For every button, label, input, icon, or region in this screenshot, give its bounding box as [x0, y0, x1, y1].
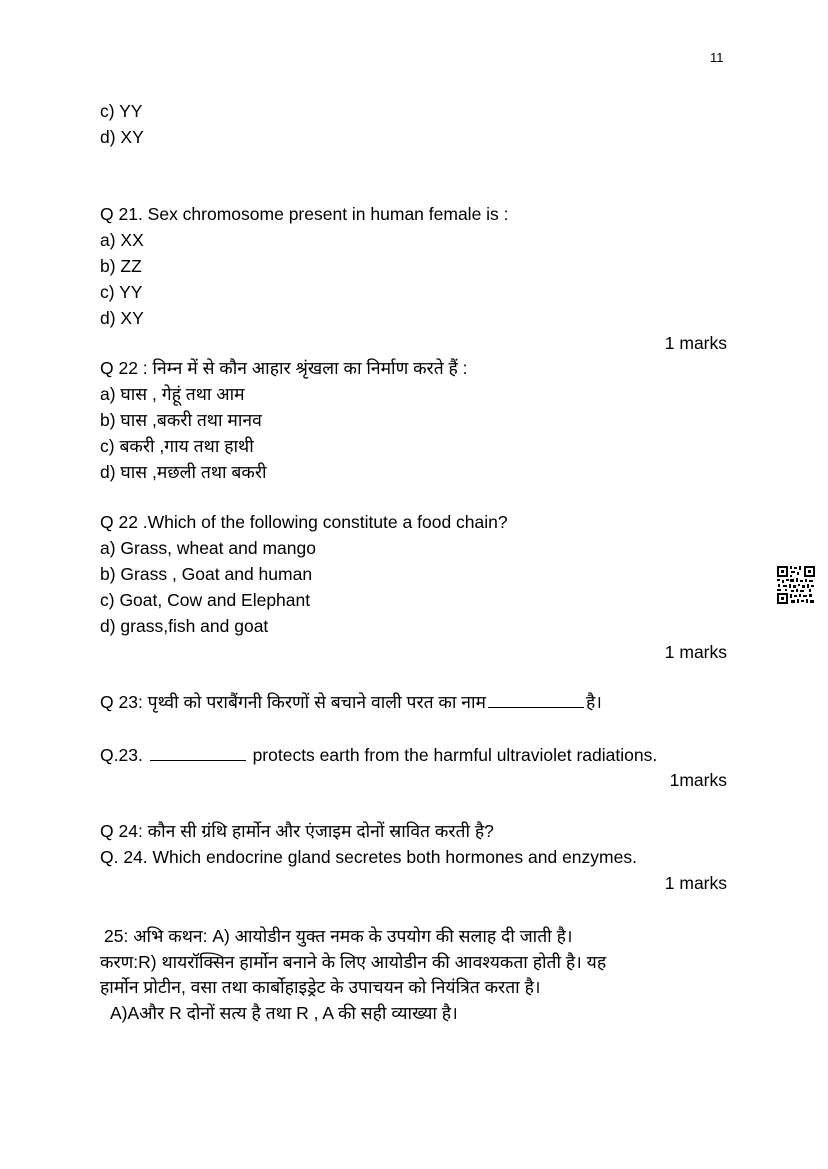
- q23-en-prefix: Q.23.: [100, 745, 143, 765]
- q22-en-option-b: b) Grass , Goat and human: [100, 564, 313, 584]
- q22-hi-option-a: a) घास , गेहूं तथा आम: [100, 384, 245, 404]
- q21-option-b: b) ZZ: [100, 256, 142, 276]
- q22-hi-option-d: d) घास ,मछली तथा बकरी: [100, 462, 267, 482]
- q22-en-question: Q 22 .Which of the following constitute a food chain?: [100, 512, 508, 532]
- q21-question: Q 21. Sex chromosome present in human female is :: [100, 204, 509, 224]
- q24-en-question: Q. 24. Which endocrine gland secretes both hormones and enzymes.: [100, 847, 637, 867]
- q22-hi-question: Q 22 : निम्न में से कौन आहार श्रृंखला का निर्माण करते हैं :: [100, 358, 468, 378]
- q25-reason: करण:R) थायरॉक्सिन हार्मोन बनाने के लिए आयोडीन की आवश्यकता होती है। यह: [100, 952, 607, 972]
- q22-marks: 1 marks: [664, 642, 727, 662]
- q22-en-option-d: d) grass,fish and goat: [100, 616, 269, 636]
- q22-en-option-a: a) Grass, wheat and mango: [100, 538, 316, 558]
- q21-option-a: a) XX: [100, 230, 144, 250]
- q23-en-question: [100, 744, 657, 766]
- page-number: 11: [710, 50, 724, 65]
- q21-option-c: c) YY: [100, 282, 143, 302]
- prev-option-d: d) XY: [100, 127, 144, 147]
- q23-hi-question: [100, 691, 602, 713]
- q23-en-blank: [150, 745, 246, 761]
- q25-reason-cont: हार्मोन प्रोटीन, वसा तथा कार्बोहाइड्रेट के उपाचयन को नियंत्रित करता है।: [100, 977, 541, 997]
- q23-hi-suffix: है।: [585, 692, 602, 712]
- q24-hi-question: Q 24: कौन सी ग्रंथि हार्मोन और एंजाइम दोनों स्रावित करती है?: [100, 821, 494, 841]
- q22-hi-option-b: b) घास ,बकरी तथा मानव: [100, 410, 262, 430]
- q25-assertion: 25: अभि कथन: A) आयोडीन युक्त नमक के उपयोग की सलाह दी जाती है।: [104, 926, 573, 946]
- q23-en-suffix: protects earth from the harmful ultraviolet radiations.: [252, 745, 658, 765]
- q22-hi-option-c: c) बकरी ,गाय तथा हाथी: [100, 436, 254, 456]
- q22-en-option-c: c) Goat, Cow and Elephant: [100, 590, 311, 610]
- q21-option-d: d) XY: [100, 308, 144, 328]
- q24-marks: 1 marks: [664, 873, 727, 893]
- prev-option-c: c) YY: [100, 101, 143, 121]
- q23-marks: 1marks: [669, 770, 727, 790]
- q23-hi-prefix: Q 23: पृथ्वी को पराबैंगनी किरणों से बचाने वाली परत का नाम: [100, 692, 486, 712]
- q25-option-a: A)Aऔर R दोनों सत्य है तथा R , A की सही व्याख्या है।: [110, 1003, 458, 1023]
- q23-hi-blank: [488, 692, 584, 708]
- q21-marks: 1 marks: [664, 333, 727, 353]
- qr-code-icon: [776, 565, 816, 605]
